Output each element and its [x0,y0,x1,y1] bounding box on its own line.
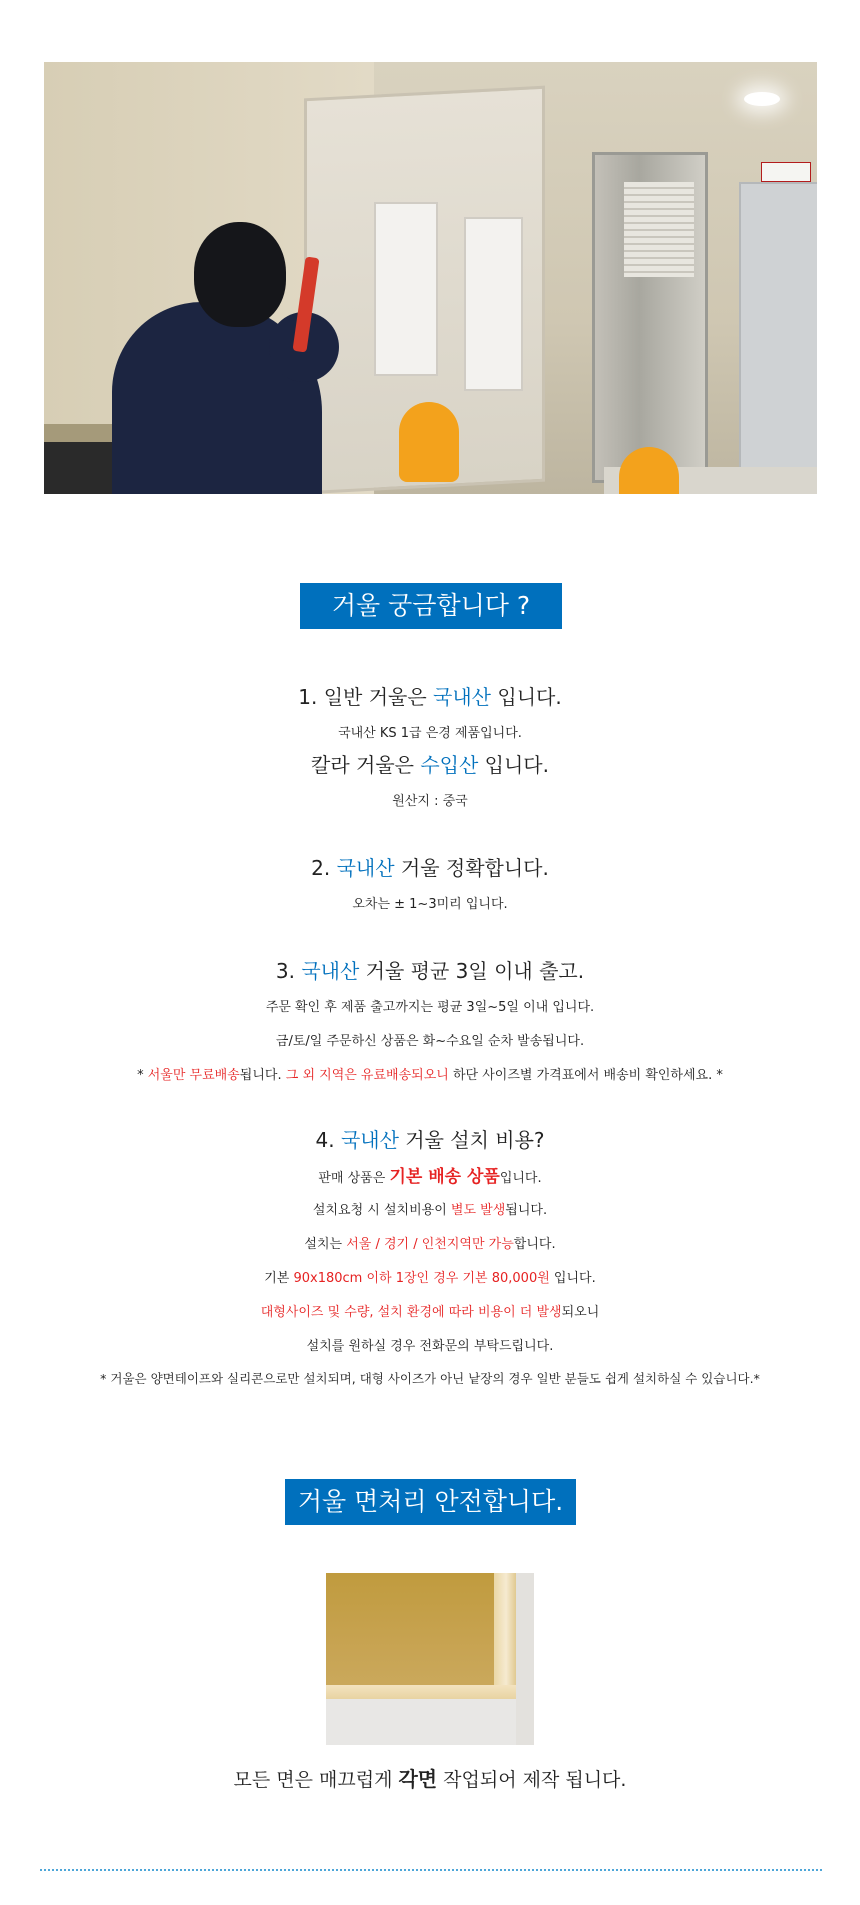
q4-extra-cost [0,1199,860,1218]
q1-color-text: 입니다. [478,753,549,777]
q4-text: 되오니 [561,1305,600,1320]
q2-detail: 오차는 ± 1~3미리 입니다. [352,897,508,912]
photo-reflected-door [464,217,523,391]
photo-appliance [44,442,114,494]
edge-photo-bevel [326,1685,516,1699]
q4-base-price [0,1267,860,1286]
edge-caption [0,1763,860,1792]
q4-title-text: 거울 설치 비용? [398,1128,545,1152]
q3-title-text: 거울 평균 3일 이내 출고. [359,959,585,983]
q4-title [0,1124,860,1153]
q3-note-text: 됩니다. [239,1068,286,1083]
q4-highlight: 대형사이즈 및 수량, 설치 환경에 따라 비용이 더 발생 [260,1305,562,1320]
q4-text: 됩니다. [505,1203,548,1218]
q4-title-text: 4. [315,1128,341,1152]
q4-text: 입니다. [499,1171,542,1186]
q4-phone-inquiry: 설치를 원하실 경우 전화문의 부탁드립니다. [306,1339,554,1354]
q1-detail: 국내산 KS 1급 은경 제품입니다. [338,726,522,741]
q2-title-highlight: 국내산 [336,856,395,880]
q4-text: 판매 상품은 [318,1171,390,1186]
q3-note-highlight: 그 외 지역은 유료배송되오니 [285,1068,449,1083]
q3-title-highlight: 국내산 [301,959,360,983]
q3-note-highlight: 서울만 무료배송 [147,1068,240,1083]
q4-highlight: 서울 / 경기 / 인천지역만 가능 [346,1237,514,1252]
photo-ceiling-light [744,92,780,106]
edge-caption-text: 작업되어 제작 됩니다. [437,1769,627,1791]
q2-title-text: 거울 정확합니다. [394,856,549,880]
q2-title-text: 2. [311,856,337,880]
q4-text: 기본 [264,1271,294,1286]
q1-color-highlight: 수입산 [420,753,479,777]
edge-caption-text: 모든 면은 매끄럽게 [233,1769,399,1791]
photo-worker-head [194,222,286,327]
q1-title-text: 1. 일반 거울은 [298,685,434,709]
q4-title-highlight: 국내산 [340,1128,399,1152]
photo-chair [399,402,459,482]
edge-photo-background [516,1573,534,1745]
q4-text: 설치요청 시 설치비용이 [312,1203,451,1218]
q4-highlight: 별도 발생 [450,1203,506,1218]
section-heading-faq: 거울 궁금합니다 ? [300,583,562,629]
photo-blind [624,182,694,277]
q4-large-size-note [0,1301,860,1320]
q4-basic-delivery [0,1162,860,1187]
photo-reflected-door [374,202,438,376]
q3-title-text: 3. [275,959,302,983]
q1-title-highlight: 국내산 [433,685,492,709]
q2-title [0,852,860,881]
q4-install-footnote: * 거울은 양면테이프와 실리콘으로만 설치되며, 대형 사이즈가 아닌 낱장의 경우 일반 분들도 쉽게 설치하실 수 있습니다.* [100,1371,760,1386]
q4-install-area [0,1233,860,1252]
section-divider [40,1869,822,1871]
edge-photo-background [326,1699,534,1745]
section-heading-edge-finish: 거울 면처리 안전합니다. [285,1479,576,1525]
q3-weekend-note: 금/토/일 주문하신 상품은 화~수요일 순차 발송됩니다. [275,1034,585,1049]
q4-highlight: 90x180cm 이하 1장인 경우 기본 80,000원 [293,1271,550,1286]
edge-photo-bevel [494,1573,516,1685]
q4-text: 합니다. [513,1237,556,1252]
q4-highlight: 기본 배송 상품 [389,1167,500,1187]
q1-title [0,681,860,710]
edge-caption-bold: 각면 [398,1767,438,1791]
q3-note-text: 하단 사이즈별 가격표에서 배송비 확인하세요. * [448,1068,723,1083]
q1-color-text: 칼라 거울은 [311,753,421,777]
beveled-edge-photo [326,1573,534,1745]
photo-door-sign [761,162,811,182]
q3-title [0,955,860,984]
q4-text: 입니다. [549,1271,596,1286]
q3-detail: 주문 확인 후 제품 출고까지는 평균 3일~5일 이내 입니다. [265,1000,595,1015]
mirror-installation-photo [44,62,817,494]
photo-right-door [739,182,817,486]
q3-note-text: * [137,1068,148,1083]
q1-title-text: 입니다. [491,685,562,709]
q3-shipping-note [0,1064,860,1083]
q4-text: 설치는 [304,1237,347,1252]
q1-color-mirror [0,749,860,778]
q1-origin: 원산지 : 중국 [392,794,468,809]
